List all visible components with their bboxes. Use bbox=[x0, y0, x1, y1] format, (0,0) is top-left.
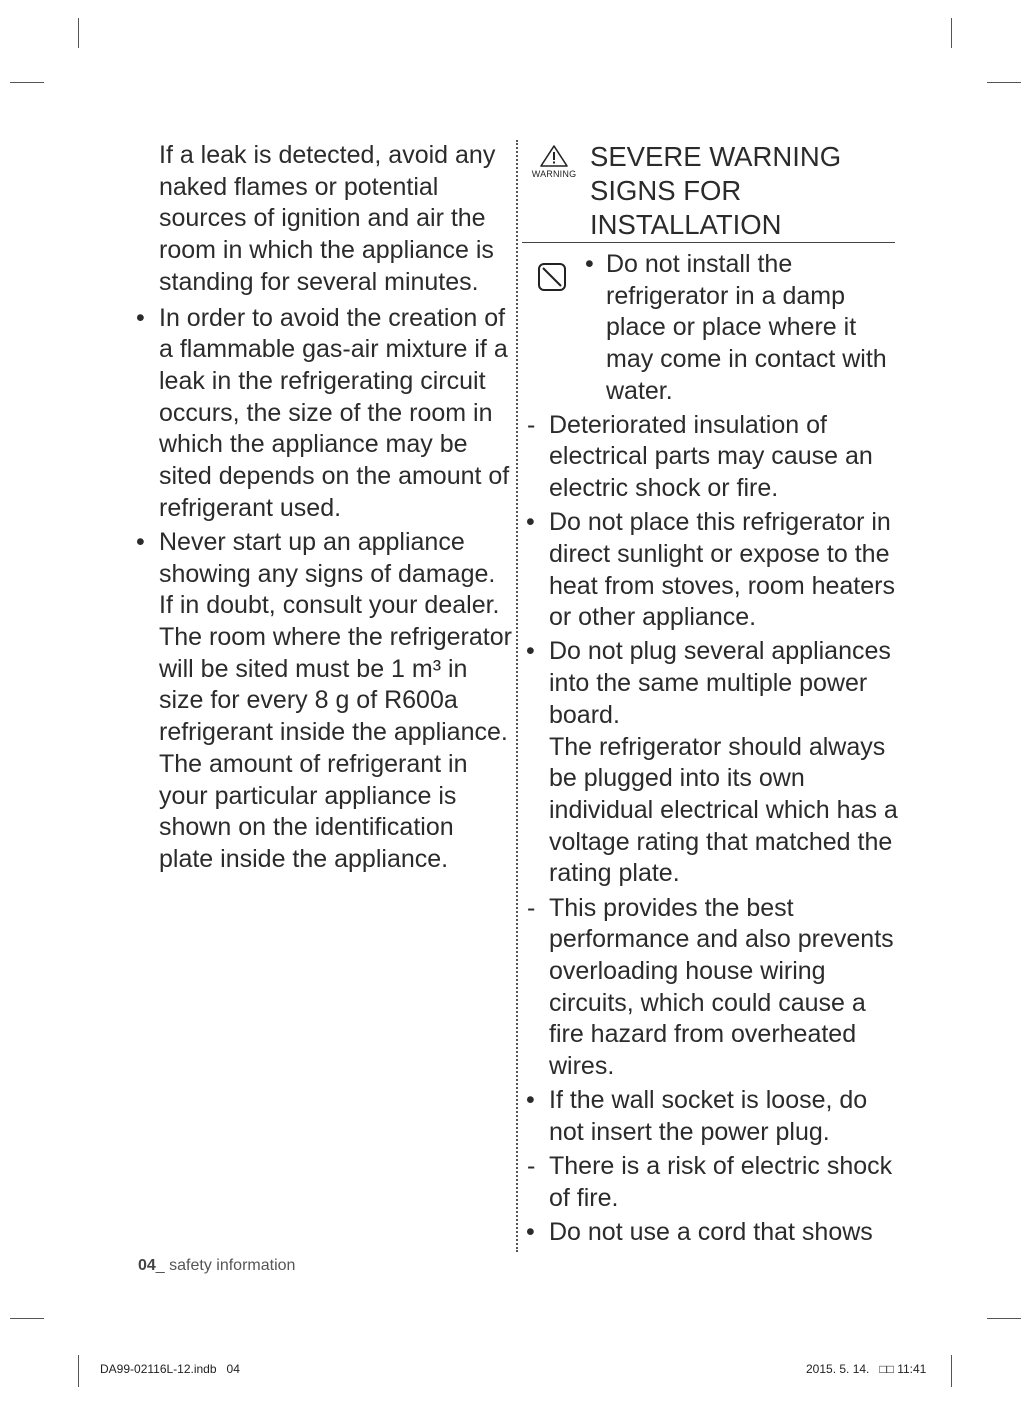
list-item-text: Do not plug several appliances into the same multiple power board. bbox=[549, 637, 891, 729]
bullet-mark: • bbox=[585, 250, 594, 278]
list-item-text: Deteriorated insulation of electrical parts may cause an electric shock or fire. bbox=[549, 410, 873, 502]
heading-text: SEVERE WARNING SIGNS FOR INSTALLATION bbox=[590, 141, 842, 240]
page-number: 04 bbox=[138, 1257, 156, 1274]
crop-mark bbox=[78, 1355, 79, 1387]
crop-mark bbox=[10, 1318, 44, 1319]
list-item-text: This provides the best performance and also prevents overloading house wiring circuits, which could cause a fire hazard from overheated wires. bbox=[549, 893, 894, 1081]
crop-mark bbox=[987, 1318, 1021, 1319]
crop-mark bbox=[951, 1355, 952, 1387]
print-slug-date: 2015. 5. 14. □□ 11:41 bbox=[806, 1362, 927, 1376]
prohibited-icon bbox=[537, 262, 567, 301]
list-item bbox=[522, 507, 902, 634]
dash-mark: - bbox=[527, 1152, 536, 1181]
list-item bbox=[132, 527, 512, 876]
list-item-paragraph: The room where the refrigerator will be sited must be 1 m³ in size for every 8 g of R600a refrigerant inside the appliance. bbox=[159, 623, 512, 747]
crop-mark bbox=[987, 82, 1021, 83]
bullet-mark: • bbox=[526, 1086, 535, 1115]
list-item-text: Do not install the refrigerator in a damp place or place where it may come in contact with water. bbox=[606, 250, 887, 405]
crop-mark bbox=[78, 18, 79, 48]
list-item bbox=[522, 249, 902, 408]
list-item bbox=[522, 893, 902, 1083]
list-item-text: Never start up an appliance showing any signs of damage. If in doubt, consult your dealer. bbox=[159, 527, 500, 620]
warning-label: WARNING bbox=[531, 169, 577, 179]
bullet-mark: • bbox=[526, 1218, 535, 1247]
warning-header bbox=[522, 140, 902, 242]
list-item-text: Do not use a cord that shows bbox=[549, 1218, 873, 1247]
list-item bbox=[522, 1085, 902, 1148]
bullet-mark: • bbox=[136, 527, 145, 556]
list-item-paragraph: The refrigerator should always be plugged into its own individual electrical which has a voltage rating that matched the rating plate. bbox=[549, 732, 898, 888]
right-column bbox=[522, 140, 902, 1251]
dash-mark: - bbox=[527, 893, 536, 922]
left-column bbox=[132, 140, 512, 878]
list-item-text: There is a risk of electric shock of fire. bbox=[549, 1152, 893, 1212]
list-item-text: If the wall socket is loose, do not insert the power plug. bbox=[549, 1086, 868, 1146]
page-footer bbox=[138, 1257, 295, 1275]
bullet-mark: • bbox=[136, 303, 145, 332]
print-slug-file: DA99-02116L-12.indb 04 bbox=[100, 1362, 240, 1376]
heading-rule bbox=[522, 242, 895, 243]
bullet-mark: • bbox=[526, 637, 535, 666]
crop-mark bbox=[951, 18, 952, 48]
list-item-text: In order to avoid the creation of a flammable gas-air mixture if a leak in the refrigerating circuit occurs, the size of the room in which the appliance may be sited depends on the amount of refrigerant used. bbox=[159, 303, 510, 522]
warning-icon bbox=[530, 144, 578, 179]
list-item bbox=[522, 410, 902, 505]
section-name: _ safety information bbox=[155, 1257, 296, 1274]
list-item-text: Do not place this refrigerator in direct sunlight or expose to the heat from stoves, room heaters or other appliance. bbox=[549, 508, 895, 632]
section-heading bbox=[590, 140, 870, 242]
column-divider bbox=[516, 140, 518, 1252]
crop-mark bbox=[10, 82, 44, 83]
bullet-mark: • bbox=[526, 508, 535, 537]
list-item bbox=[522, 1217, 902, 1249]
dash-mark: - bbox=[527, 410, 536, 439]
leak-instructions: If a leak is detected, avoid any naked flames or potential sources of ignition and air the room in which the appliance is standing for several minutes. bbox=[159, 141, 496, 296]
list-item-paragraph: The amount of refrigerant in your particular appliance is shown on the identification plate inside the appliance. bbox=[159, 749, 468, 873]
list-item bbox=[522, 1151, 902, 1214]
list-item bbox=[132, 303, 512, 525]
list-item bbox=[522, 636, 902, 890]
